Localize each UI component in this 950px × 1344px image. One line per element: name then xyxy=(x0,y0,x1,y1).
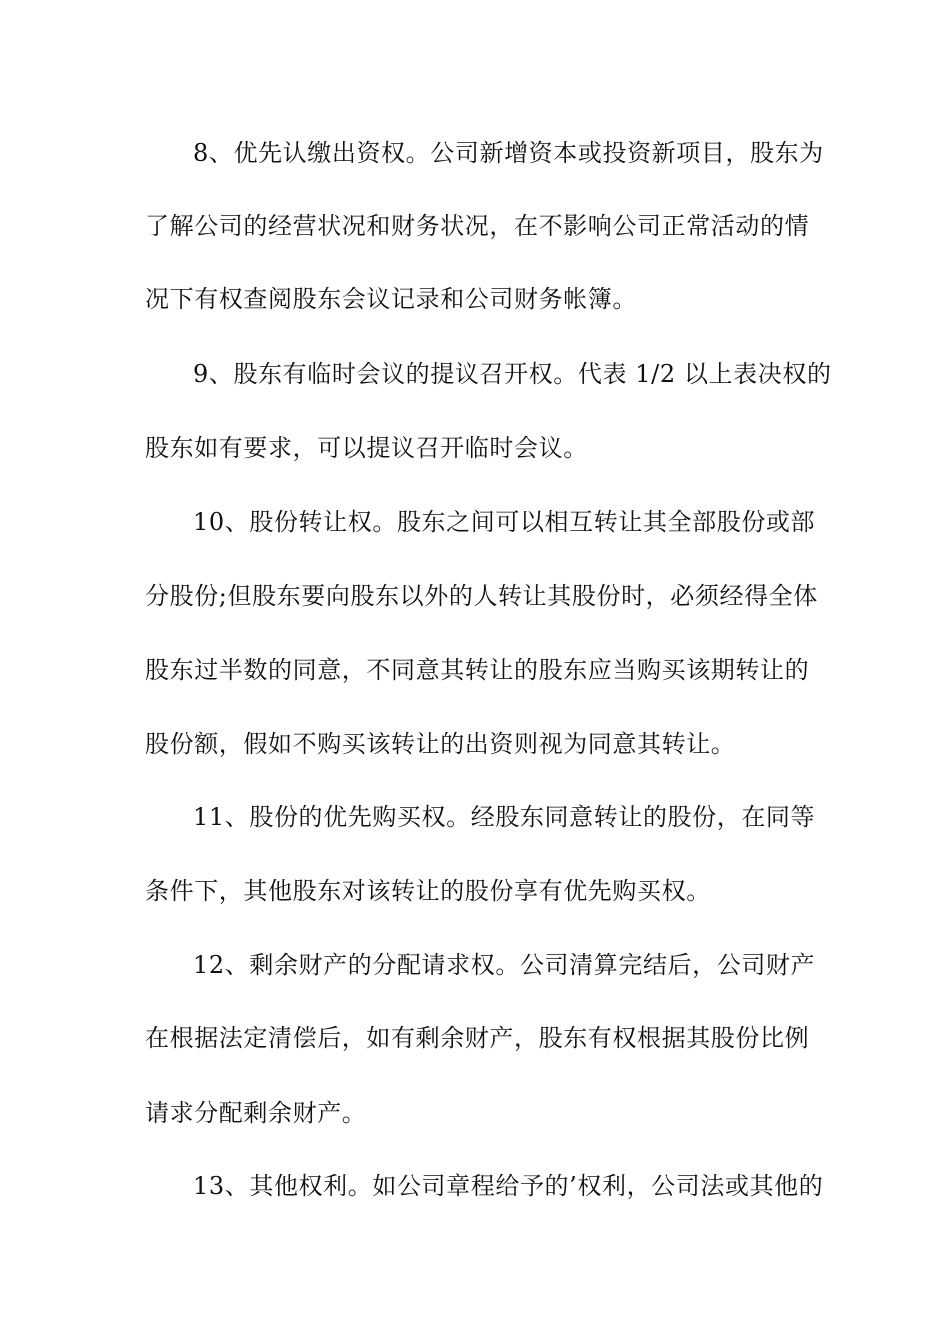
paragraph-10-line-3: 股东过半数的同意，不同意其转让的股东应当购买该期转让的 xyxy=(145,656,810,684)
paragraph-11-line-1: 11、股份的优先购买权。经股东同意转让的股份，在同等 xyxy=(193,803,816,831)
paragraph-12-line-1: 12、剩余财产的分配请求权。公司清算完结后，公司财产 xyxy=(193,951,816,979)
paragraph-13-line-1: 13、其他权利。如公司章程给予的’权利，公司法或其他的 xyxy=(193,1172,824,1200)
paragraph-11-line-2: 条件下，其他股东对该转让的股份享有优先购买权。 xyxy=(145,877,711,905)
paragraph-8-line-3: 况下有权查阅股东会议记录和公司财务帐簿。 xyxy=(145,285,637,313)
paragraph-9-line-1: 9、股东有临时会议的提议召开权。代表 1/2 以上表决权的 xyxy=(193,360,832,388)
paragraph-8-line-1: 8、优先认缴出资权。公司新增资本或投资新项目，股东为 xyxy=(193,139,824,167)
paragraph-12-line-2: 在根据法定清偿后，如有剩余财产，股东有权根据其股份比例 xyxy=(145,1024,810,1052)
paragraph-8-line-2: 了解公司的经营状况和财务状况，在不影响公司正常活动的情 xyxy=(145,212,810,240)
paragraph-10-line-1: 10、股份转让权。股东之间可以相互转让其全部股份或部 xyxy=(193,508,816,536)
paragraph-10-line-2: 分股份;但股东要向股东以外的人转让其股份时，必须经得全体 xyxy=(145,582,818,610)
paragraph-9-line-2: 股东如有要求，可以提议召开临时会议。 xyxy=(145,434,588,462)
paragraph-12-line-3: 请求分配剩余财产。 xyxy=(145,1099,367,1127)
paragraph-10-line-4: 股份额，假如不购买该转让的出资则视为同意其转让。 xyxy=(145,730,736,758)
